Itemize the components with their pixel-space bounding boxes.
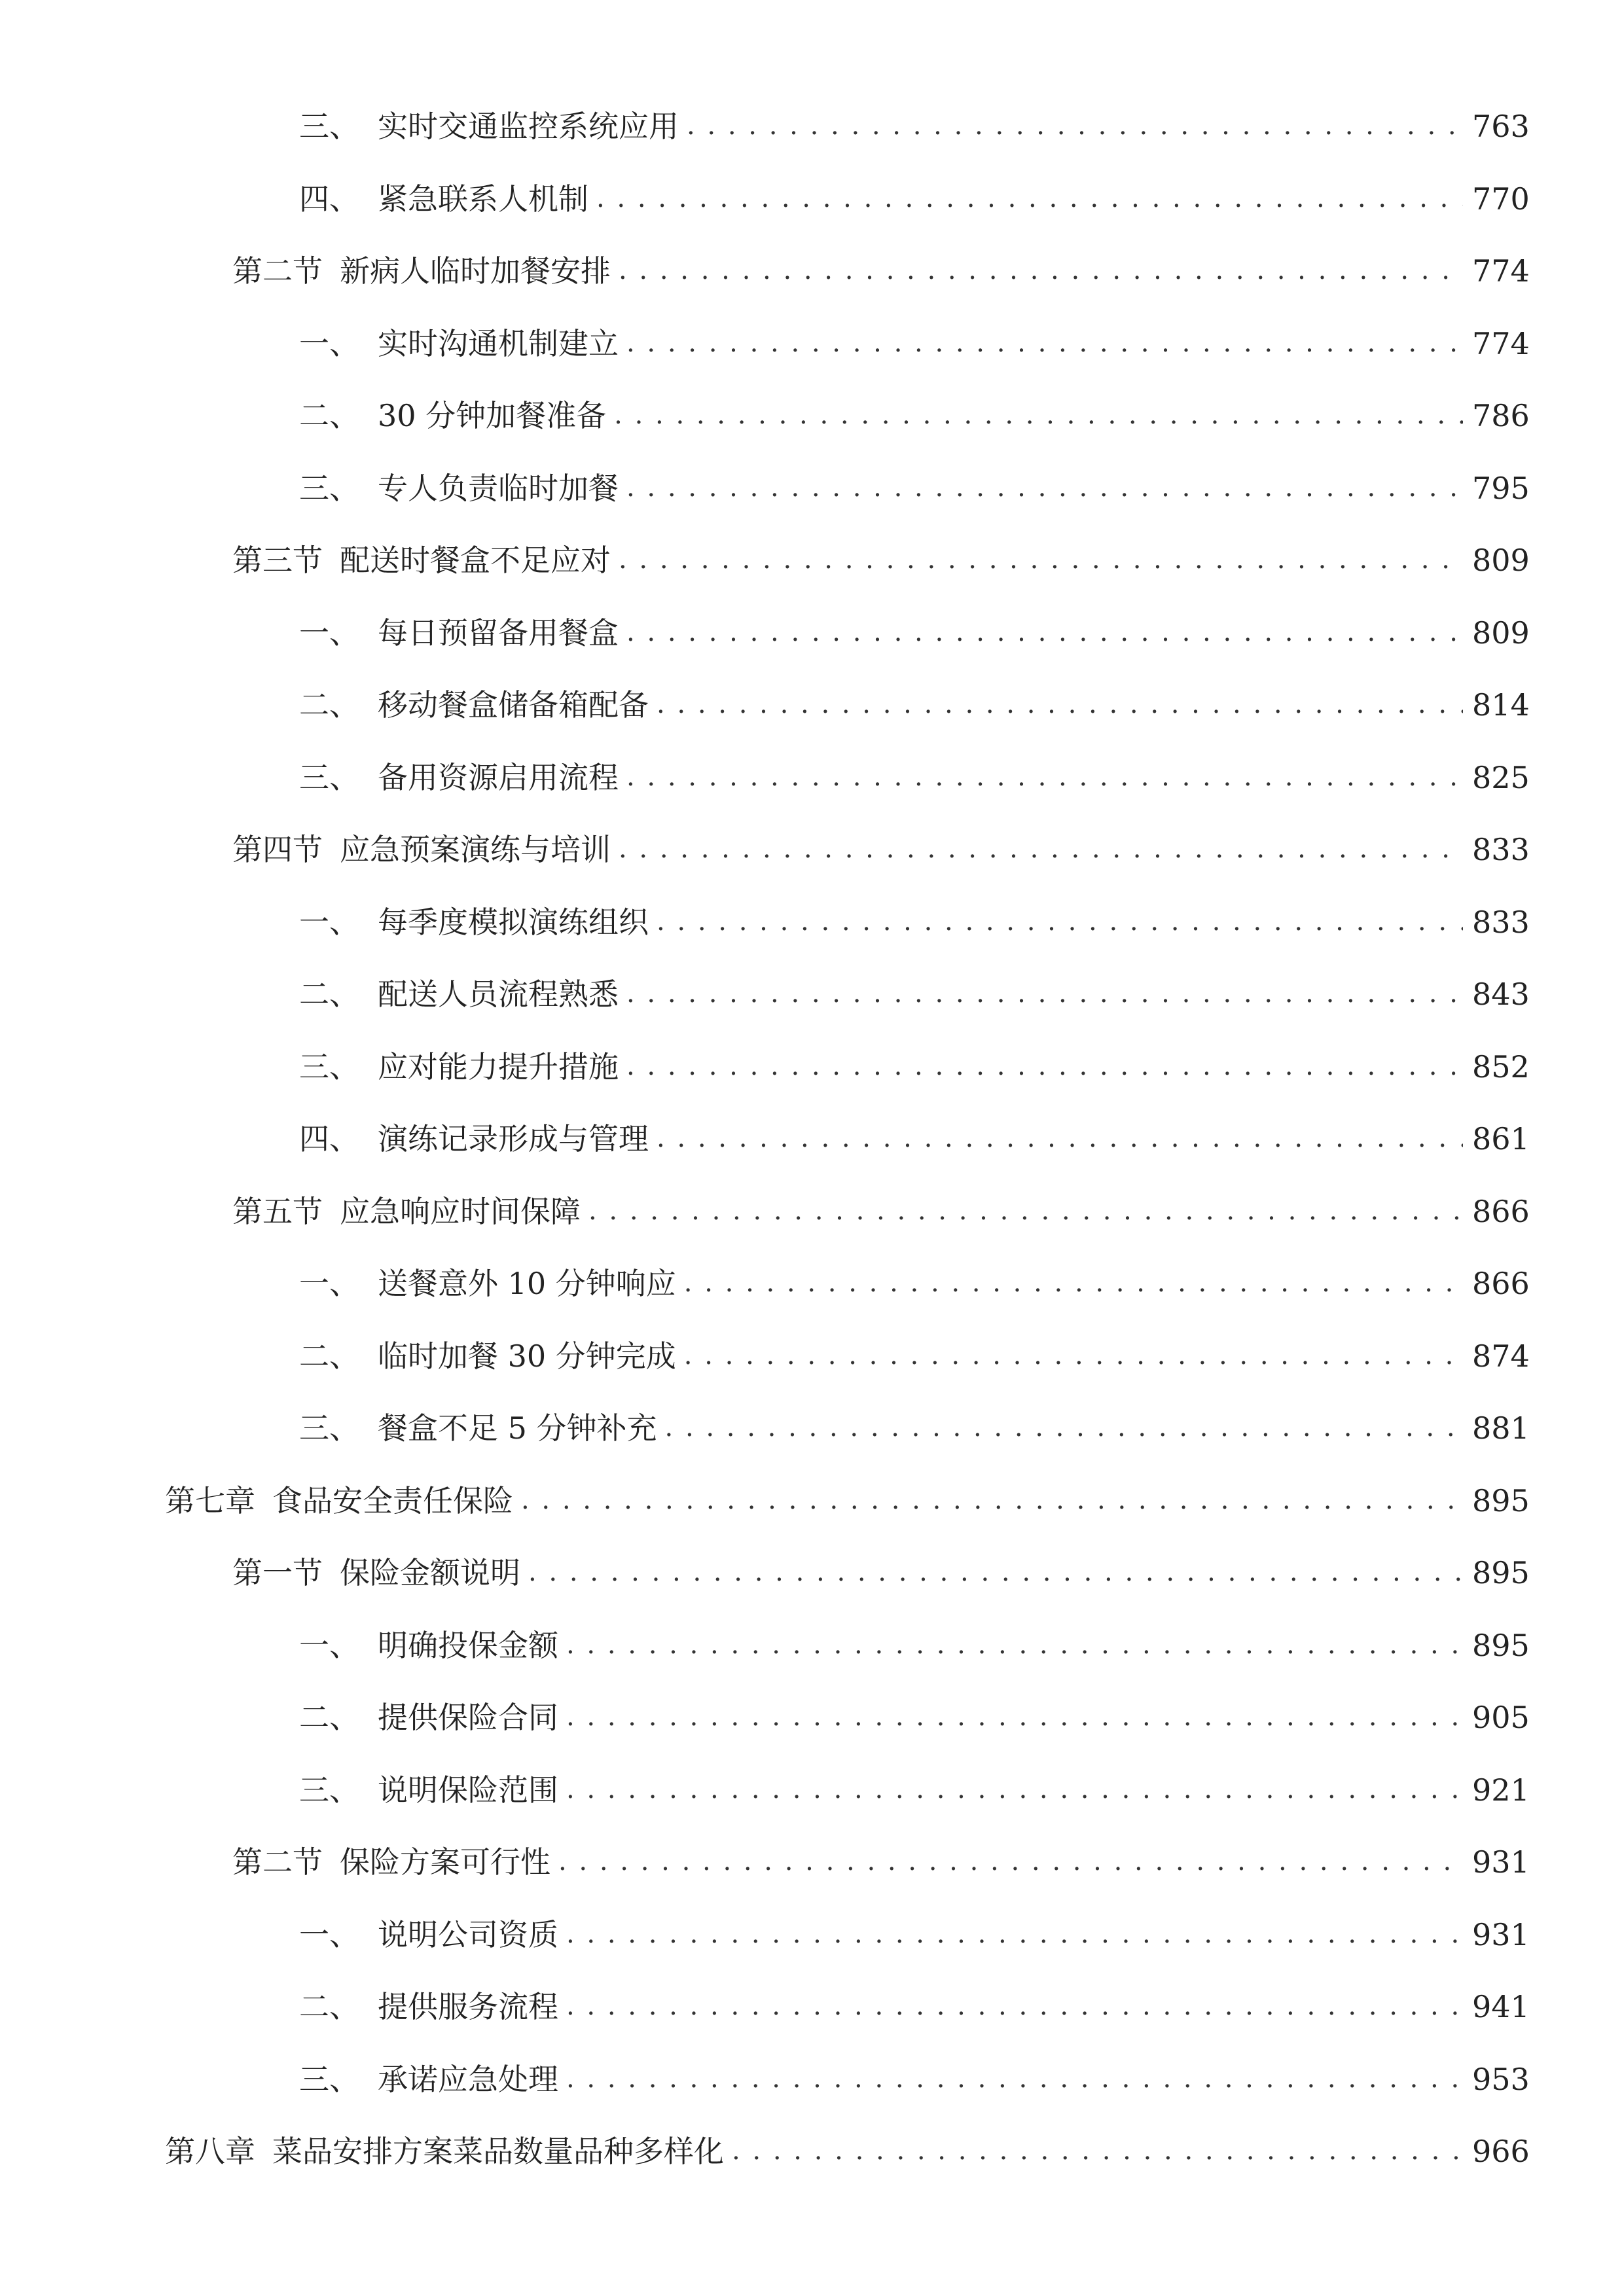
toc-entry-number: 三、 <box>299 759 359 795</box>
toc-entry-number: 三、 <box>299 2061 359 2097</box>
toc-entry-number: 二、 <box>299 398 359 434</box>
toc-entry-title: 送餐意外 10 分钟响应 <box>378 1266 676 1302</box>
toc-entry-number: 第二节 <box>232 1844 323 1880</box>
toc-dot-leader <box>626 473 1463 503</box>
toc-entry[interactable] <box>0 1103 1624 1175</box>
toc-entry-title: 每季度模拟演练组织 <box>378 904 649 940</box>
toc-entry-page: 774 <box>1472 325 1530 361</box>
toc-entry-number: 一、 <box>299 1916 359 1952</box>
toc-entry-number: 二、 <box>299 1989 359 2025</box>
toc-entry[interactable] <box>0 2043 1624 2116</box>
toc-entry-title: 应急预案演练与培训 <box>340 832 611 868</box>
table-of-contents <box>0 90 1624 2188</box>
toc-dot-leader <box>687 111 1463 141</box>
toc-entry-number: 一、 <box>299 615 359 651</box>
toc-entry-page: 953 <box>1472 2061 1530 2097</box>
toc-entry-page: 774 <box>1472 253 1530 289</box>
toc-entry-title: 演练记录形成与管理 <box>378 1121 649 1157</box>
toc-chapter-entry[interactable] <box>0 2115 1624 2188</box>
toc-entry-title: 承诺应急处理 <box>378 2061 558 2097</box>
toc-entry-number: 二、 <box>299 1700 359 1736</box>
toc-entry-page: 941 <box>1472 1989 1530 2025</box>
toc-dot-leader <box>657 690 1463 720</box>
toc-entry-number: 第四节 <box>232 832 323 868</box>
toc-entry-page: 866 <box>1472 1193 1530 1229</box>
toc-entry[interactable] <box>0 1320 1624 1393</box>
toc-entry[interactable] <box>0 452 1624 525</box>
toc-entry[interactable] <box>0 1247 1624 1320</box>
toc-entry-number: 三、 <box>299 470 359 506</box>
toc-dot-leader <box>626 1052 1463 1082</box>
toc-entry-title: 保险金额说明 <box>340 1555 520 1591</box>
toc-dot-leader <box>626 618 1463 648</box>
toc-entry-page: 966 <box>1472 2134 1530 2170</box>
toc-entry[interactable] <box>0 1971 1624 2043</box>
toc-dot-leader <box>665 1413 1463 1443</box>
toc-dot-leader <box>521 1486 1463 1516</box>
toc-dot-leader <box>657 907 1463 937</box>
toc-dot-leader <box>626 329 1463 359</box>
toc-section-entry[interactable] <box>0 1537 1624 1609</box>
toc-entry[interactable] <box>0 886 1624 959</box>
toc-entry-page: 931 <box>1472 1844 1530 1880</box>
toc-entry-title: 新病人临时加餐安排 <box>340 253 611 289</box>
toc-entry-title: 实时沟通机制建立 <box>378 325 619 361</box>
toc-entry-number: 三、 <box>299 1772 359 1808</box>
toc-entry-number: 第七章 <box>165 1482 255 1518</box>
toc-dot-leader <box>566 1920 1463 1950</box>
toc-entry[interactable] <box>0 1754 1624 1827</box>
toc-entry-title: 备用资源启用流程 <box>378 759 619 795</box>
toc-entry-title: 配送时餐盒不足应对 <box>340 543 611 579</box>
toc-dot-leader <box>566 1630 1463 1660</box>
toc-entry-title: 食品安全责任保险 <box>272 1482 513 1518</box>
toc-entry-page: 895 <box>1472 1482 1530 1518</box>
toc-dot-leader <box>619 545 1463 575</box>
toc-entry-title: 紧急联系人机制 <box>378 181 588 217</box>
toc-entry-title: 30 分钟加餐准备 <box>378 398 607 434</box>
toc-section-entry[interactable] <box>0 1175 1624 1248</box>
toc-dot-leader <box>588 1196 1463 1227</box>
toc-entry[interactable] <box>0 90 1624 163</box>
toc-entry-number: 二、 <box>299 1338 359 1374</box>
toc-section-entry[interactable] <box>0 1826 1624 1899</box>
toc-entry-title: 保险方案可行性 <box>340 1844 550 1880</box>
toc-entry-page: 852 <box>1472 1049 1530 1085</box>
toc-entry-title: 说明公司资质 <box>378 1916 558 1952</box>
toc-section-entry[interactable] <box>0 235 1624 308</box>
toc-entry-page: 921 <box>1472 1772 1530 1808</box>
toc-entry-number: 四、 <box>299 1121 359 1157</box>
toc-entry[interactable] <box>0 958 1624 1031</box>
toc-entry-title: 应对能力提升措施 <box>378 1049 619 1085</box>
toc-entry-title: 实时交通监控系统应用 <box>378 109 679 145</box>
toc-section-entry[interactable] <box>0 814 1624 886</box>
toc-entry-page: 861 <box>1472 1121 1530 1157</box>
toc-entry-number: 三、 <box>299 1049 359 1085</box>
toc-entry-page: 825 <box>1472 759 1530 795</box>
toc-dot-leader <box>619 834 1463 865</box>
toc-entry-title: 应急响应时间保障 <box>340 1193 581 1229</box>
toc-entry[interactable] <box>0 380 1624 452</box>
toc-entry[interactable] <box>0 1392 1624 1465</box>
toc-dot-leader <box>528 1558 1463 1588</box>
toc-entry-number: 四、 <box>299 181 359 217</box>
toc-entry-title: 每日预留备用餐盒 <box>378 615 619 651</box>
toc-entry-page: 770 <box>1472 181 1530 217</box>
toc-entry-title: 移动餐盒储备箱配备 <box>378 687 649 723</box>
toc-dot-leader <box>566 2064 1463 2094</box>
toc-entry-title: 配送人员流程熟悉 <box>378 977 619 1013</box>
toc-entry-number: 三、 <box>299 1410 359 1446</box>
toc-entry-page: 866 <box>1472 1266 1530 1302</box>
toc-entry-title: 临时加餐 30 分钟完成 <box>378 1338 676 1374</box>
toc-entry-number: 第二节 <box>232 253 323 289</box>
toc-entry-page: 763 <box>1472 109 1530 145</box>
toc-chapter-entry[interactable] <box>0 1465 1624 1537</box>
toc-entry-page: 786 <box>1472 398 1530 434</box>
toc-dot-leader <box>619 256 1463 286</box>
toc-entry[interactable] <box>0 742 1624 814</box>
toc-entry[interactable] <box>0 669 1624 742</box>
toc-entry-number: 第一节 <box>232 1555 323 1591</box>
toc-entry-number: 第三节 <box>232 543 323 579</box>
toc-section-entry[interactable] <box>0 524 1624 597</box>
toc-entry[interactable] <box>0 1609 1624 1682</box>
toc-entry-page: 895 <box>1472 1555 1530 1591</box>
toc-entry[interactable] <box>0 1899 1624 1971</box>
toc-entry-number: 一、 <box>299 325 359 361</box>
toc-entry-page: 809 <box>1472 543 1530 579</box>
toc-dot-leader <box>657 1124 1463 1154</box>
toc-entry-page: 874 <box>1472 1338 1530 1374</box>
toc-entry-number: 一、 <box>299 1627 359 1663</box>
toc-dot-leader <box>566 1775 1463 1805</box>
toc-entry-title: 说明保险范围 <box>378 1772 558 1808</box>
toc-entry-number: 三、 <box>299 109 359 145</box>
toc-entry-number: 第八章 <box>165 2134 255 2170</box>
toc-entry-title: 提供保险合同 <box>378 1700 558 1736</box>
toc-entry-page: 881 <box>1472 1410 1530 1446</box>
toc-entry-title: 明确投保金额 <box>378 1627 558 1663</box>
toc-entry-page: 814 <box>1472 687 1530 723</box>
toc-entry-title: 提供服务流程 <box>378 1989 558 2025</box>
toc-entry-number: 二、 <box>299 977 359 1013</box>
toc-dot-leader <box>684 1341 1463 1371</box>
toc-entry-page: 833 <box>1472 904 1530 940</box>
toc-entry[interactable] <box>0 1681 1624 1754</box>
toc-entry-title: 餐盒不足 5 分钟补充 <box>378 1410 657 1446</box>
toc-dot-leader <box>732 2136 1463 2166</box>
toc-entry-number: 二、 <box>299 687 359 723</box>
toc-dot-leader <box>558 1847 1463 1877</box>
toc-entry-page: 931 <box>1472 1916 1530 1952</box>
toc-entry-number: 一、 <box>299 1266 359 1302</box>
toc-dot-leader <box>684 1268 1463 1299</box>
toc-dot-leader <box>614 401 1463 431</box>
toc-entry-title: 菜品安排方案菜品数量品种多样化 <box>272 2134 724 2170</box>
toc-dot-leader <box>626 979 1463 1009</box>
toc-entry[interactable] <box>0 1031 1624 1103</box>
toc-entry-number: 第五节 <box>232 1193 323 1229</box>
toc-entry-page: 809 <box>1472 615 1530 651</box>
toc-entry-page: 795 <box>1472 470 1530 506</box>
toc-entry-title: 专人负责临时加餐 <box>378 470 619 506</box>
toc-dot-leader <box>596 184 1463 214</box>
toc-entry-number: 一、 <box>299 904 359 940</box>
toc-entry[interactable] <box>0 163 1624 236</box>
toc-dot-leader <box>566 1992 1463 2022</box>
toc-entry-page: 833 <box>1472 832 1530 868</box>
toc-entry-page: 905 <box>1472 1700 1530 1736</box>
toc-entry[interactable] <box>0 308 1624 380</box>
toc-entry-page: 895 <box>1472 1627 1530 1663</box>
toc-dot-leader <box>626 762 1463 793</box>
toc-dot-leader <box>566 1702 1463 1732</box>
toc-entry-page: 843 <box>1472 977 1530 1013</box>
toc-entry[interactable] <box>0 597 1624 670</box>
